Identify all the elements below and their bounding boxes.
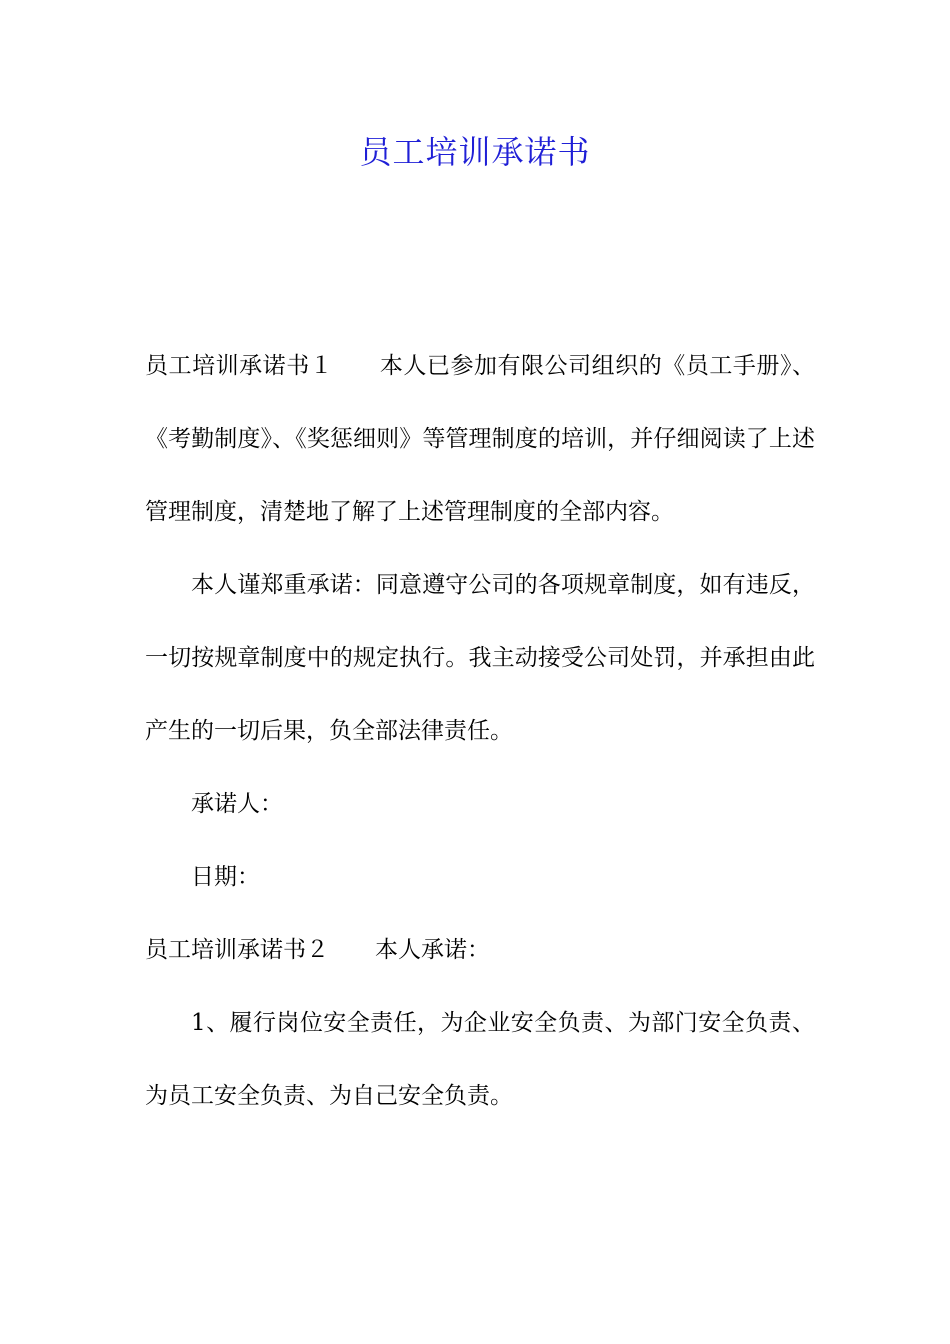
section-1-signer-label: 承诺人： — [191, 791, 283, 817]
section-1-first-text: 本人已参加有限公司组织的《员工手册》、《考勤制度》、《奖惩细则》等管理制度的培训，并仔细阅读了上述管理制度，清楚地了解了上述管理制度的全部内容。 — [145, 353, 816, 525]
section-2-intro — [145, 914, 815, 987]
section-1-intro — [145, 330, 815, 549]
section-1-heading: 员工培训承诺书１ — [145, 353, 334, 379]
document-body — [145, 330, 815, 1133]
section-2-item-1: 1、履行岗位安全责任，为企业安全负责、为部门安全负责、为员工安全负责、为自己安全负责。 — [145, 1010, 815, 1109]
section-2-first-text: 本人承诺： — [375, 937, 490, 963]
section-1-date-label: 日期： — [191, 864, 260, 890]
section-1-paragraph-commitment: 本人谨郑重承诺：同意遵守公司的各项规章制度，如有违反，一切按规章制度中的规定执行。我主动接受公司处罚，并承担由此产生的一切后果，负全部法律责任。 — [145, 572, 815, 744]
section-2-heading: 员工培训承诺书２ — [145, 937, 329, 963]
document-title: 员工培训承诺书 — [359, 133, 591, 171]
